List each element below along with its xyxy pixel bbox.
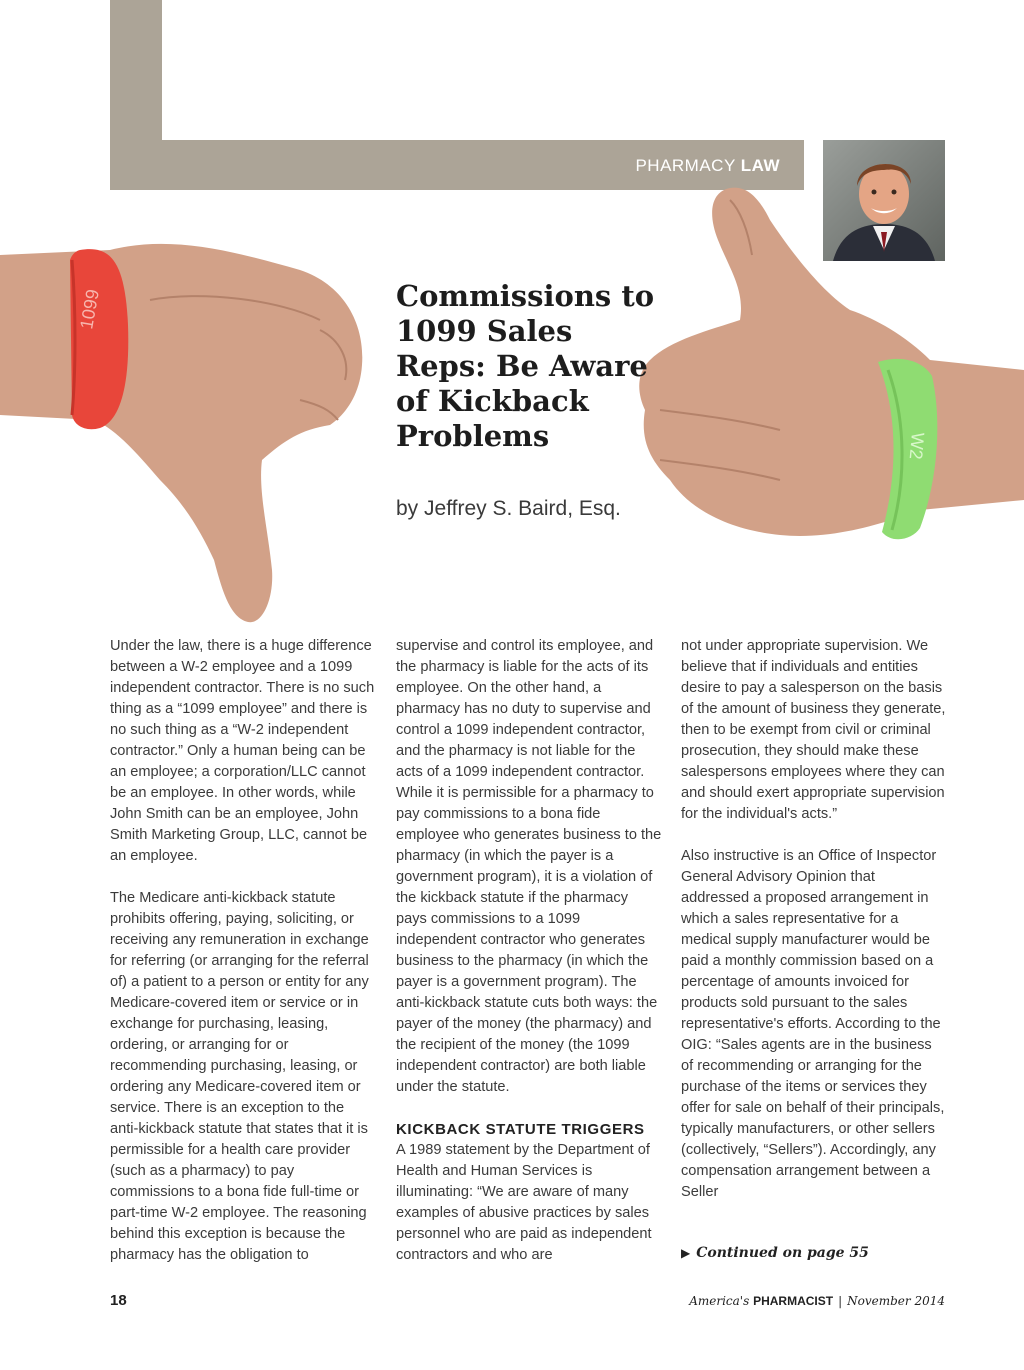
thumbs-up-hand-illustration xyxy=(630,180,1024,560)
continued-text: Continued on page 55 xyxy=(696,1245,869,1261)
paragraph: A 1989 statement by the Department of Health and Human Services is illuminating: “We are aware of many examples of abusive practices by sales personnel who are paid as independent contractors and who are xyxy=(396,1142,652,1263)
left-band-text: 1099 xyxy=(76,287,103,331)
article-column-3 xyxy=(681,636,947,1224)
footer-separator: | xyxy=(838,1294,843,1308)
magazine-name-part-1: America's xyxy=(689,1294,750,1308)
article-byline: by Jeffrey S. Baird, Esq. xyxy=(396,497,621,520)
article-headline: Commissions to 1099 Sales Reps: Be Aware of Kickback Problems xyxy=(396,279,655,453)
paragraph: supervise and control its employee, and the pharmacy is liable for the acts of its employee. On the other hand, a pharmacy has no duty to supervise and control a 1099 independent contractor, and the pharmacy is not liable for the acts of a 1099 independent contractor. While it is permissible for a pharmacy to pay commissions to a bona fide employee who generates business to the pharmacy (in which the payer is a government program), it is a violation of the kickback statute if the pharmacy pays commissions to a 1099 independent contractor who generates business to the pharmacy (in which the payer is a government program). The anti-kickback statute cuts both ways: the payer of the money (the pharmacy) and the recipient of the money (the 1099 independent contractor) are both liable under the statute. xyxy=(396,638,662,1095)
paragraph: Also instructive is an Office of Inspector General Advisory Opinion that addressed a proposed arrangement in which a sales representative for a medical supply manufacturer would be paid a monthly commission based on a percentage of amounts invoiced for products sold pursuant to the sales representative's efforts. According to the OIG: “Sales agents are in the business of recommending or arranging for the purchase of the items or services they offer for sale on behalf of their principals, typically manufacturers, or other sellers (collectively, “Sellers”). Accordingly, any compensation arrangement between a Seller xyxy=(681,848,945,1200)
magazine-name-part-2: PHARMACIST xyxy=(753,1294,834,1308)
paragraph: Under the law, there is a huge difference between a W-2 employee and a 1099 independent contractor. There is no such thing as a “1099 employee” and there is no such thing as a “W-2 independent contractor.” Only a human being can be an employee; a corporation/LLC cannot be an employee. In other words, while John Smith can be an employee, John Smith Marketing Group, LLC, cannot be an employee. xyxy=(110,638,375,864)
page-number: 18 xyxy=(110,1292,127,1309)
section-label-bold: LAW xyxy=(740,156,780,175)
section-label xyxy=(635,156,780,176)
section-label-light: PHARMACY xyxy=(635,156,741,175)
section-subhead: KICKBACK STATUTE TRIGGERS xyxy=(396,1121,645,1138)
play-arrow-icon: ▶ xyxy=(681,1246,691,1260)
article-column-2 xyxy=(396,636,662,1287)
thumbs-down-hand-illustration xyxy=(0,230,380,630)
issue-date: November 2014 xyxy=(847,1294,945,1308)
paragraph: The Medicare anti-kickback statute prohibits offering, paying, soliciting, or receiving any remuneration in exchange for referring (or arranging for the referral of) a patient to a person or entity for any Medicare-covered item or service or in exchange for purchasing, leasing, ordering, or arranging for or recommending purchasing, leasing, or ordering any Medicare-covered item or service. There is an exception to the anti-kickback statute that states that it is permissible for a health care provider (such as a pharmacy) to pay commissions to a bona fide full-time or part-time W-2 employee. The reasoning behind this exception is because the pharmacy has the obligation to xyxy=(110,890,369,1263)
continued-link[interactable] xyxy=(681,1245,869,1261)
footer-magazine-info xyxy=(689,1294,945,1308)
article-column-1 xyxy=(110,636,376,1287)
right-band-text: W2 xyxy=(905,431,928,461)
paragraph: not under appropriate supervision. We believe that if individuals and entities desire to pay a salesperson on the basis of the amount of business they generate, then to be exempt from civil or criminal prosecution, they should make these salespersons employees where they can and should exert appropriate supervision for the individual's acts.” xyxy=(681,638,946,822)
